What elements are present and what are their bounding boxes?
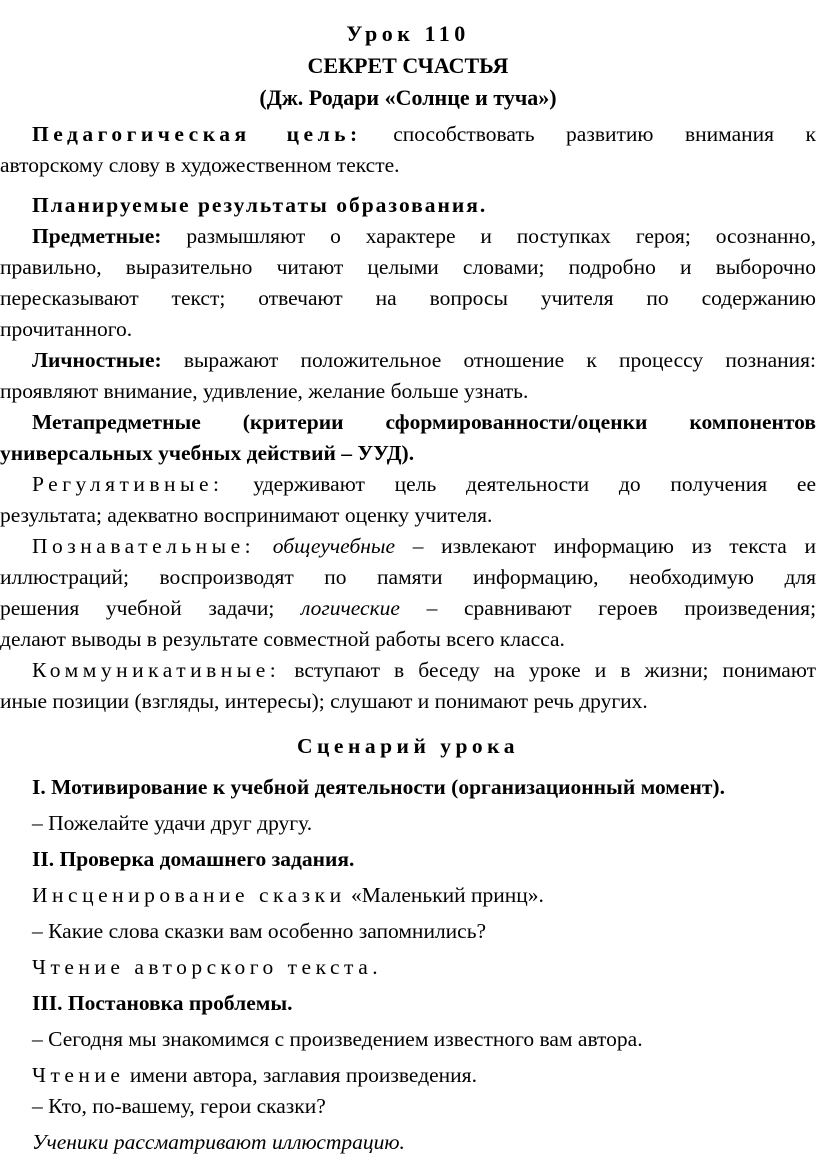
lesson-number: Урок 110 <box>346 21 470 46</box>
goal-label: Педагогическая цель: <box>32 122 362 146</box>
subject-line-3: пересказывают текст; отвечают на вопросы учителя по содержанию <box>0 286 816 310</box>
section-3-line-1: – Сегодня мы знакомимся с произведением известного вам автора. <box>32 1027 643 1051</box>
section-1-heading: I. Мотивирование к учебной деятельности (организационный момент). <box>32 775 725 799</box>
cognitive-logical: логические <box>301 596 400 620</box>
cognitive-line-4: делают выводы в результате совместной работы всего класса. <box>0 627 565 651</box>
section-3-note: Ученики рассматривают иллюстрацию. <box>32 1130 405 1154</box>
section-3-heading: III. Постановка проблемы. <box>32 991 293 1015</box>
cognitive-line-3 <box>0 593 816 624</box>
communicative-text-1: вступают в беседу на уроке и в жизни; понимают <box>294 658 816 682</box>
lesson-title: СЕКРЕТ СЧАСТЬЯ <box>307 53 509 78</box>
regulative-line-2: результата; адекватно воспринимают оценку учителя. <box>0 503 493 527</box>
cognitive-line-2: иллюстраций; воспроизводят по памяти информацию, необходимую для <box>0 565 816 589</box>
section-2-question: – Какие слова сказки вам особенно запомнились? <box>32 919 487 943</box>
subject-line-1 <box>0 221 816 252</box>
cognitive-text-1: – извлекают информацию из текста и <box>412 534 816 558</box>
lesson-subtitle: (Дж. Родари «Солнце и туча») <box>259 85 557 110</box>
reading-label: Чтение <box>32 1063 125 1087</box>
communicative-line-2: иные позиции (взгляды, интересы); слушают и понимают речь других. <box>0 689 648 713</box>
staging-title: «Маленький принц». <box>351 883 544 907</box>
section-2-heading: II. Проверка домашнего задания. <box>32 847 355 871</box>
results-heading: Планируемые результаты образования. <box>32 193 488 217</box>
personal-label: Личностные: <box>32 348 162 372</box>
section-1-line-1: – Пожелайте удачи друг другу. <box>32 811 313 835</box>
personal-line-1 <box>0 345 816 376</box>
scenario-heading: Сценарий урока <box>297 734 519 758</box>
regulative-label: Регулятивные: <box>32 472 224 496</box>
subject-text-1: размышляют о характере и поступках героя; осознанно, <box>186 224 816 248</box>
subject-label: Предметные: <box>32 224 162 248</box>
subject-line-4: прочитанного. <box>0 317 133 341</box>
cognitive-text-3a: решения учебной задачи; <box>0 596 275 620</box>
meta-line-2: универсальных учебных действий – УУД). <box>0 441 415 465</box>
meta-line-1: Метапредметные (критерии сформированности/оценки компонентов <box>32 410 816 434</box>
staging-label: Инсценирование сказки <box>32 883 346 907</box>
cognitive-text-3b: – сравнивают героев произведения; <box>426 596 816 620</box>
communicative-label: Коммуникативные: <box>32 658 281 682</box>
section-2-staging <box>0 880 816 911</box>
goal-text-1: способствовать развитию внимания к <box>393 122 816 146</box>
communicative-line-1 <box>0 655 816 686</box>
cognitive-general: общеучебные <box>272 534 396 558</box>
personal-text-1: выражают положительное отношение к процессу познания: <box>183 348 816 372</box>
regulative-text-1: удерживают цель деятельности до получения ее <box>253 472 816 496</box>
cognitive-label: Познавательные: <box>32 534 256 558</box>
regulative-line-1 <box>0 469 816 500</box>
goal-line-1 <box>0 119 816 150</box>
section-3-reading <box>0 1060 816 1091</box>
reading-rest: имени автора, заглавия произведения. <box>129 1063 477 1087</box>
cognitive-line-1 <box>0 531 816 562</box>
section-3-question: – Кто, по-вашему, герои сказки? <box>32 1094 326 1118</box>
goal-line-2: авторскому слову в художественном тексте. <box>0 153 400 177</box>
section-2-reading: Чтение авторского текста. <box>32 955 383 979</box>
subject-line-2: правильно, выразительно читают целыми словами; подробно и выборочно <box>0 255 816 279</box>
personal-line-2: проявляют внимание, удивление, желание больше узнать. <box>0 379 529 403</box>
